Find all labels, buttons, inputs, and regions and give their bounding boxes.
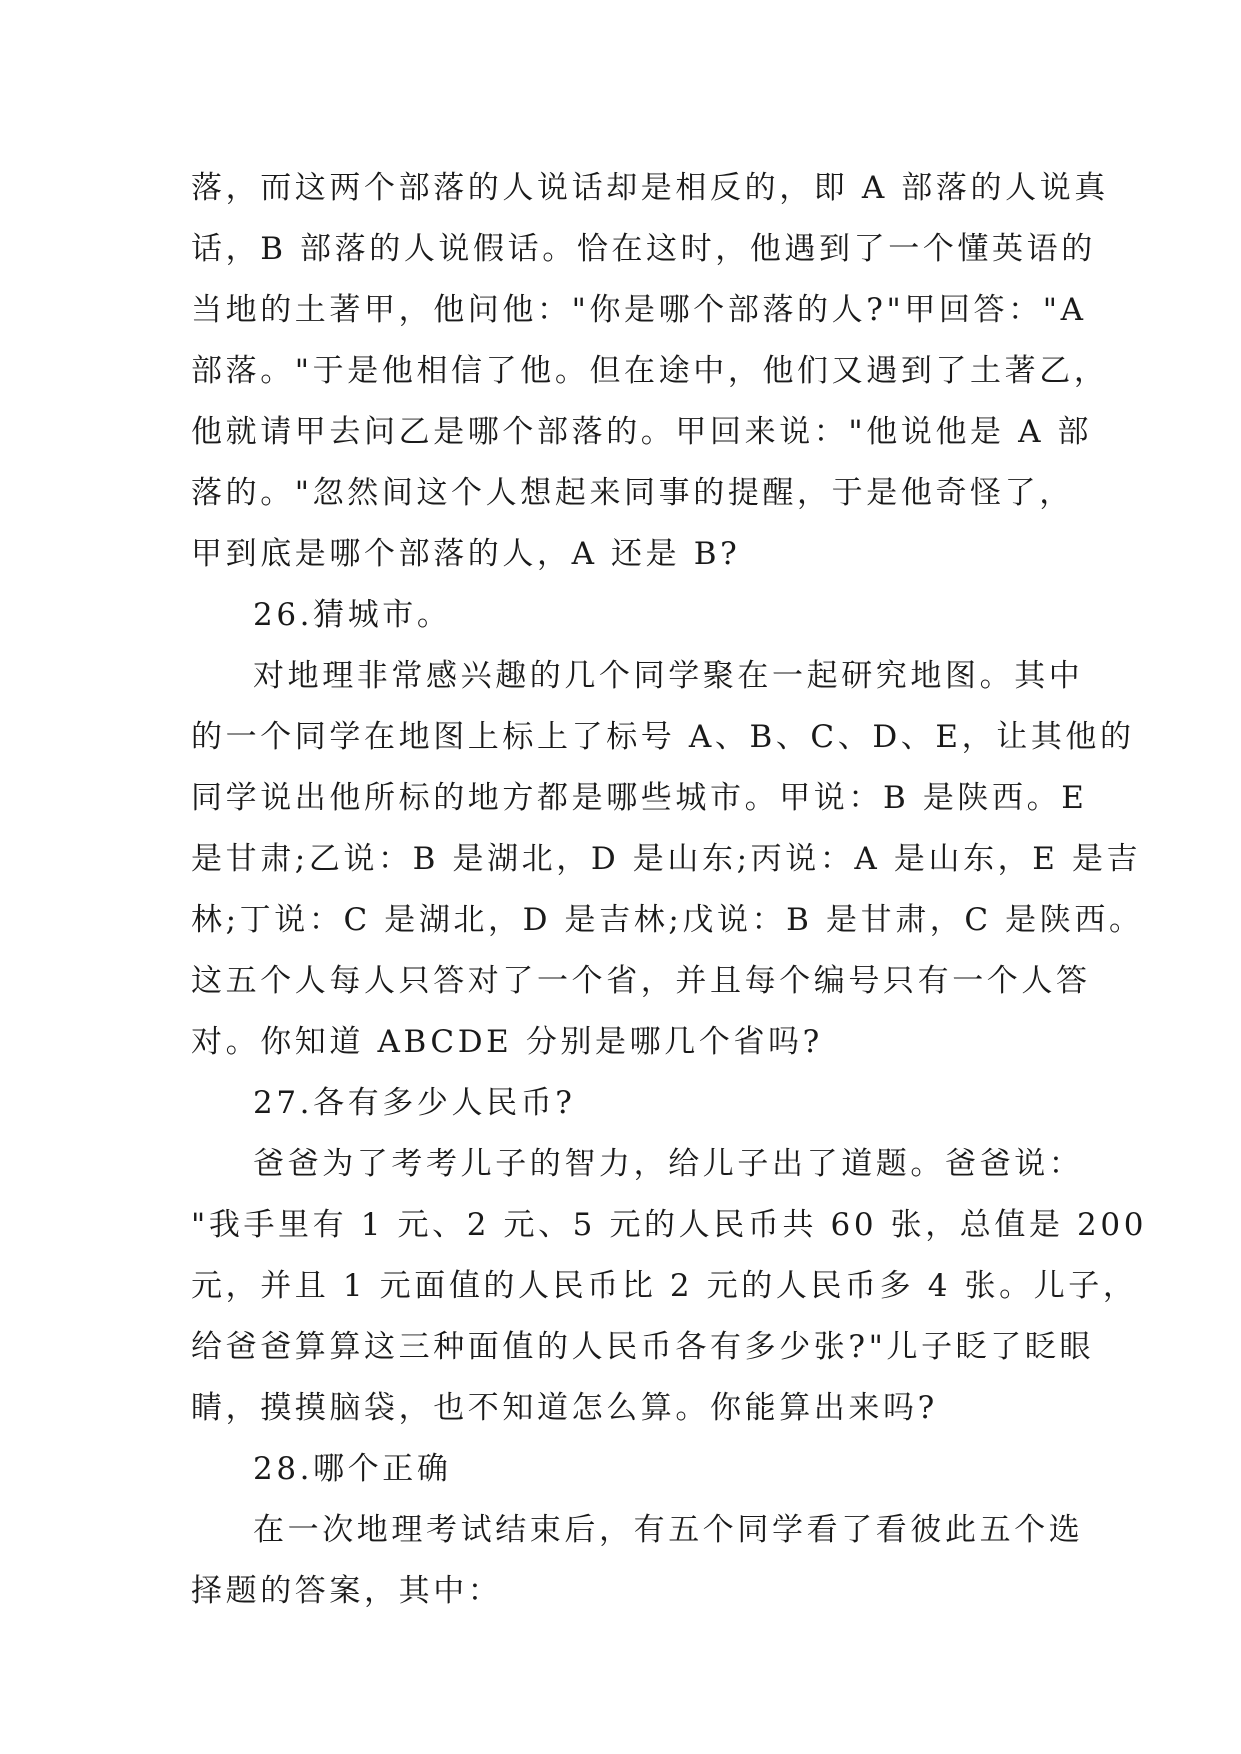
text-line: 这五个人每人只答对了一个省，并且每个编号只有一个人答 (191, 963, 1091, 999)
text-line: 是甘肃;乙说：B 是湖北，D 是山东;丙说：A 是山东，E 是吉 (191, 841, 1142, 877)
text-line: 元，并且 1 元面值的人民币比 2 元的人民币多 4 张。儿子， (191, 1268, 1138, 1304)
text-line: 择题的答案，其中： (191, 1573, 503, 1609)
text-line: 26.猜城市。 (253, 597, 452, 633)
text-line: 在一次地理考试结束后，有五个同学看了看彼此五个选 (253, 1512, 1084, 1548)
text-line: 话，B 部落的人说假话。恰在这时，他遇到了一个懂英语的 (191, 231, 1096, 267)
text-line: 甲到底是哪个部落的人，A 还是 B? (191, 536, 741, 572)
text-line: 27.各有多少人民币? (253, 1085, 576, 1121)
text-line: 落，而这两个部落的人说话却是相反的，即 A 部落的人说真 (191, 170, 1109, 206)
text-line: 给爸爸算算这三种面值的人民币各有多少张?"儿子眨了眨眼 (191, 1329, 1095, 1365)
text-line: 部落。"于是他相信了他。但在途中，他们又遇到了土著乙， (191, 353, 1109, 389)
document-body (191, 158, 1148, 1622)
text-line: 同学说出他所标的地方都是哪些城市。甲说：B 是陕西。E (191, 780, 1088, 816)
text-line: "我手里有 1 元、2 元、5 元的人民币共 60 张，总值是 200 (191, 1207, 1148, 1243)
text-line: 他就请甲去问乙是哪个部落的。甲回来说："他说他是 A 部 (191, 414, 1093, 450)
text-line: 爸爸为了考考儿子的智力，给儿子出了道题。爸爸说： (253, 1146, 1084, 1182)
text-line: 睛，摸摸脑袋，也不知道怎么算。你能算出来吗? (191, 1390, 938, 1426)
text-line: 28.哪个正确 (253, 1451, 452, 1487)
text-line: 对地理非常感兴趣的几个同学聚在一起研究地图。其中 (253, 658, 1084, 694)
text-line: 林;丁说：C 是湖北，D 是吉林;戊说：B 是甘肃，C 是陕西。 (191, 902, 1144, 938)
text-line: 的一个同学在地图上标上了标号 A、B、C、D、E，让其他的 (191, 719, 1135, 755)
text-line: 落的。"忽然间这个人想起来同事的提醒，于是他奇怪了， (191, 475, 1074, 511)
text-line: 当地的土著甲，他问他："你是哪个部落的人?"甲回答："A (191, 292, 1087, 328)
text-line: 对。你知道 ABCDE 分别是哪几个省吗? (191, 1024, 823, 1060)
